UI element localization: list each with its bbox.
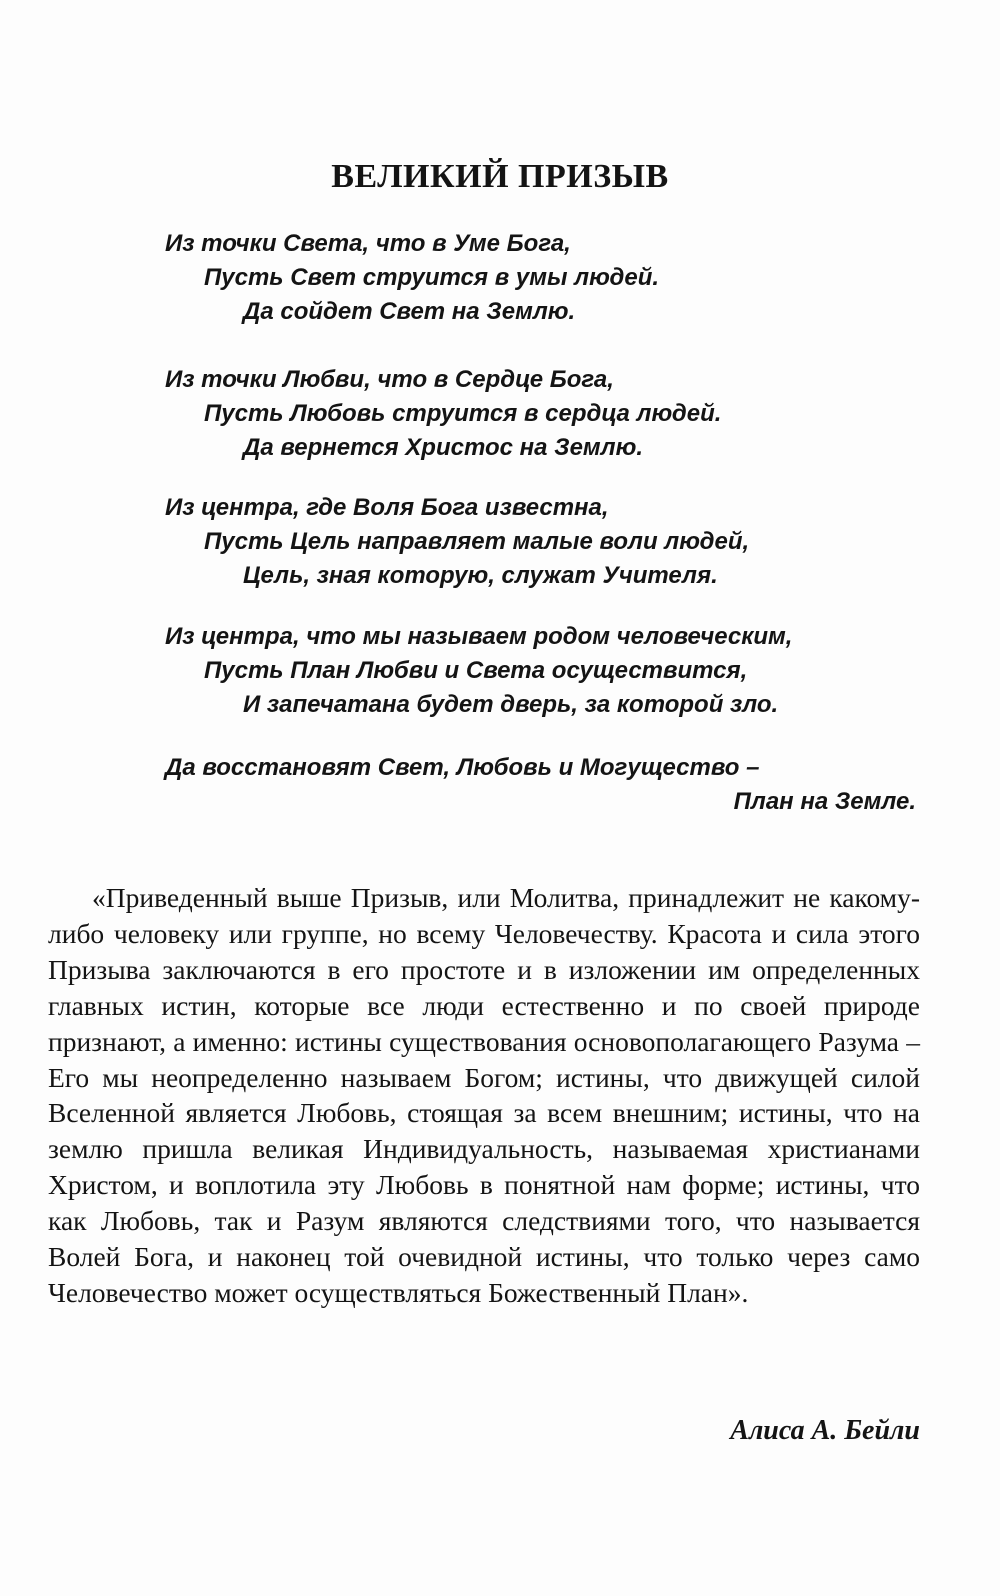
stanza-line: Пусть Цель направляет малые воли людей,: [204, 528, 750, 555]
stanza-line: Пусть План Любви и Света осуществится,: [204, 657, 748, 684]
stanza-line: Да вернется Христос на Землю.: [243, 434, 644, 461]
stanza-line: Да сойдет Свет на Землю.: [243, 298, 576, 325]
stanza-line: Да восстановят Свет, Любовь и Могущество –: [165, 754, 760, 781]
stanza-line: Из центра, где Воля Бога известна,: [165, 494, 609, 521]
stanza-1: [0, 227, 1000, 329]
stanza-2: [0, 363, 1000, 465]
stanza-5: [0, 751, 1000, 819]
author-signature: Алиса А. Бейли: [730, 1415, 920, 1446]
stanza-4: [0, 620, 1000, 722]
stanza-line: Из точки Любви, что в Сердце Бога,: [165, 366, 614, 393]
stanza-line: И запечатана будет дверь, за которой зло.: [243, 691, 779, 718]
stanza-line: Цель, зная которую, служат Учителя.: [243, 562, 718, 589]
stanza-line: Пусть Любовь струится в сердца людей.: [204, 400, 722, 427]
stanza-line: План на Земле.: [733, 788, 916, 815]
page-title: ВЕЛИКИЙ ПРИЗЫВ: [331, 158, 669, 195]
stanza-line: Из точки Света, что в Уме Бога,: [165, 230, 571, 257]
stanza-3: [0, 491, 1000, 593]
stanza-line: Из центра, что мы называем родом человеческим,: [165, 623, 793, 650]
stanza-line: Пусть Свет струится в умы людей.: [204, 264, 660, 291]
quote-paragraph: «Приведенный выше Призыв, или Молитва, принадлежит не какому-либо человеку или группе, но всему Человечеству. Красота и сила этого Призыва заключаются в его простоте и в изложении им определенных главных истин, которые все люди естественно и по своей природе признают, а именно: истины существования основополагающего Разума – Его мы неопределенно называем Богом; истины, что движущей силой Вселенной является Любовь, стоящая за всем внешним; истины, что на землю пришла великая Индивидуальность, называемая христианами Христом, и воплотила эту Любовь в понятной нам форме; истины, что как Любовь, так и Разум являются следствиями того, что называется Волей Бога, и наконец той очевидной истины, что только через само Человечество может осуществляться Божественный План».: [48, 882, 920, 1308]
